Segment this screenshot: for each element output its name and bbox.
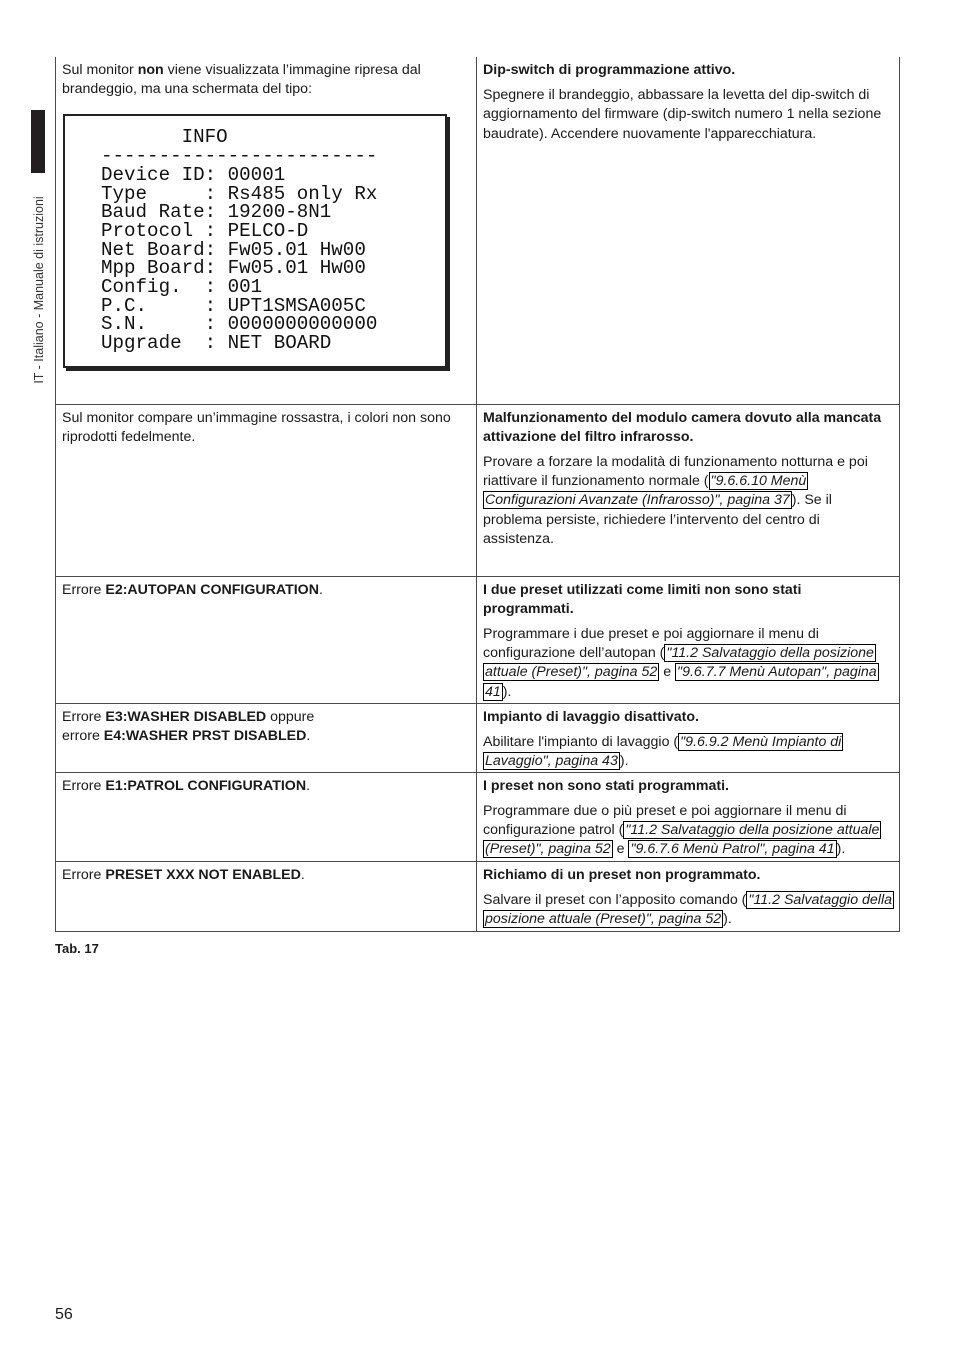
cross-reference-link[interactable]: "9.6.6.10 Menù Configurazioni Avanzate (Infrarosso)", pagina 37 [485, 473, 807, 509]
table-row [56, 861, 900, 931]
cross-reference-link[interactable]: "11.2 Salvataggio della posizione attuale (Preset)", pagina 52 [485, 645, 874, 681]
solution-cell [477, 772, 900, 861]
cause-title: Malfunzionamento del modulo camera dovuto alla mancata attivazione del filtro infrarosso. [483, 409, 882, 445]
solution-cell [477, 404, 900, 576]
table-row [56, 703, 900, 772]
section-tab-marker [31, 110, 45, 173]
solution-cell [477, 57, 900, 404]
cause-title: Richiamo di un preset non programmato. [483, 866, 761, 883]
cross-reference-link[interactable]: "9.6.9.2 Menù Impianto di Lavaggio", pagina 43 [485, 733, 842, 769]
problem-text: Errore PRESET XXX NOT ENABLED. [62, 866, 305, 883]
cross-reference-link[interactable]: "9.6.7.7 Menù Autopan", pagina 41 [485, 664, 877, 700]
problem-cell [56, 861, 477, 931]
side-language-label: IT - Italiano - Manuale di istruzioni [32, 196, 46, 384]
info-screen-box [63, 114, 447, 368]
cross-reference-link[interactable]: "11.2 Salvataggio della posizione attuale (Preset)", pagina 52 [485, 821, 880, 858]
problem-cell [56, 703, 477, 772]
problem-cell [56, 576, 477, 703]
problem-cell [56, 57, 477, 404]
table-caption: Tab. 17 [55, 941, 99, 956]
problem-text: Errore E1:PATROL CONFIGURATION. [62, 777, 311, 794]
table-row [56, 772, 900, 861]
table-row [56, 57, 900, 404]
solution-cell [477, 861, 900, 931]
solution-cell [477, 703, 900, 772]
solution-text: Programmare due o più preset e poi aggiornare il menu di configurazione patrol ( "11.2 Salvataggio della posizione attuale (Preset)", pagina 52 e "9.6.7.6 Menù Patrol", pagina 41 ). [483, 802, 880, 858]
solution-text: Abilitare l'impianto di lavaggio ( "9.6.9.2 Menù Impianto di Lavaggio", pagina 43 ). [483, 733, 842, 769]
cause-title: I preset non sono stati programmati. [483, 777, 729, 794]
problem-text: Sul monitor non viene visualizzata l’immagine ripresa dal brandeggio, ma una schermata del tipo: [62, 62, 421, 98]
problem-text: Sul monitor compare un’immagine rossastra, i colori non sono riprodotti fedelmente. [62, 409, 451, 445]
table-row [56, 404, 900, 576]
solution-text: Programmare i due preset e poi aggiornare il menu di configurazione dell’autopan ( "11.2 Salvataggio della posizione attuale (Preset)", pagina 52 e "9.6.7.7 Menù Autopan", pagina 41 ). [483, 625, 877, 700]
solution-text: Provare a forzare la modalità di funzionamento notturna e poi riattivare il funzionamento normale ( "9.6.6.10 Menù Configurazioni Avanzate (Infrarosso)", pagina 37 ). Se il problema persiste, richiedere l’intervento del centro di assistenza. [483, 453, 868, 547]
problem-text: Errore E2:AUTOPAN CONFIGURATION. [62, 581, 323, 598]
solution-text: Spegnere il brandeggio, abbassare la levetta del dip-switch di aggiornamento del firmware (dip-switch numero 1 nella sezione baudrate). Accendere nuovamente l'apparecchiatura. [483, 87, 882, 142]
problem-cell [56, 404, 477, 576]
cause-title: I due preset utilizzati come limiti non sono stati programmati. [483, 581, 802, 617]
problem-text: Errore E3:WASHER DISABLED oppure errore E4:WASHER PRST DISABLED. [62, 708, 315, 744]
table-row [56, 576, 900, 703]
solution-text: Salvare il preset con l’apposito comando ( "11.2 Salvataggio della posizione attuale (Preset)", pagina 52 ). [483, 891, 893, 927]
page-number: 56 [55, 1306, 73, 1323]
problem-cell [56, 772, 477, 861]
cross-reference-link[interactable]: "9.6.7.6 Menù Patrol", pagina 41 [630, 841, 835, 858]
cross-reference-link[interactable]: "11.2 Salvataggio della posizione attuale (Preset)", pagina 52 [485, 891, 893, 927]
info-screen-lines: INFO ------------------------ Device ID: 00001 Type : Rs485 only Rx Baud Rate: 19200-8N1 Protocol : PELCO-D Net Board: Fw05.01 Hw00 Mpp Board: Fw05.01 Hw00 Config. : 001 P.C. : UPT1SMSA005C S.N. : 0000000000000 Upgrade : NET BOARD [101, 126, 378, 355]
cause-title: Dip-switch di programmazione attivo. [483, 62, 736, 78]
solution-cell [477, 576, 900, 703]
cause-title: Impianto di lavaggio disattivato. [483, 708, 699, 725]
troubleshooting-table [55, 57, 900, 932]
